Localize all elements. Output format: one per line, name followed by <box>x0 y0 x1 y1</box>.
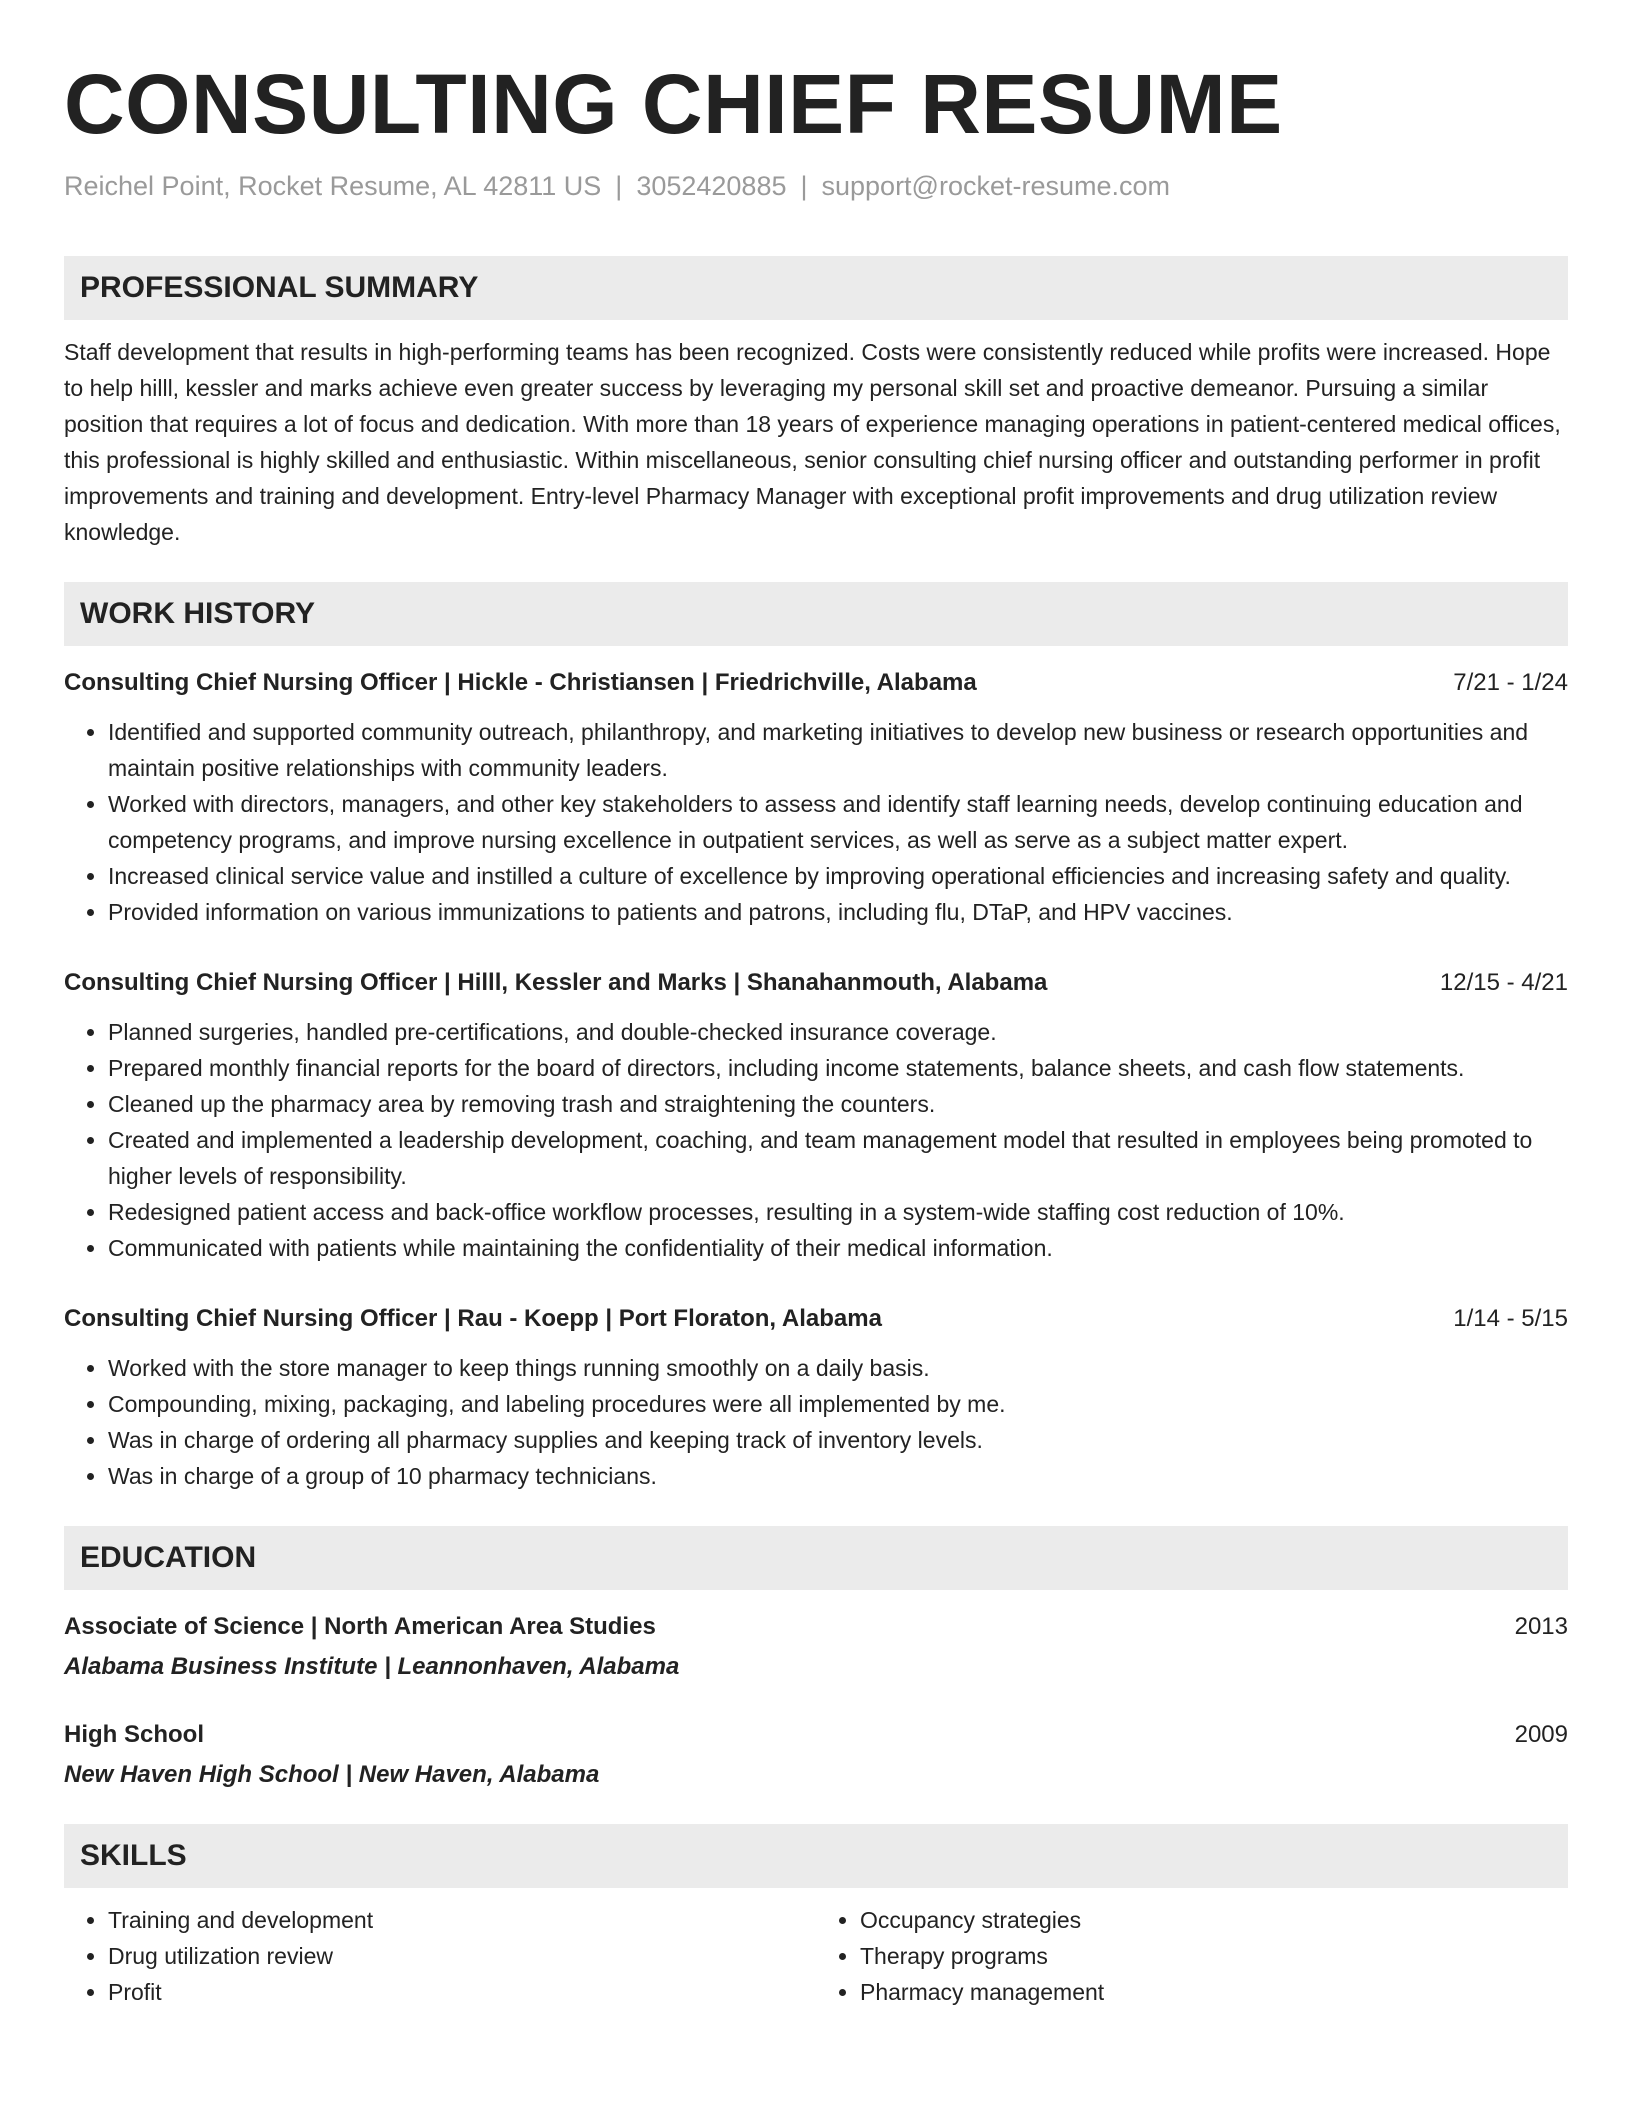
job-header <box>64 666 1568 700</box>
skills-list <box>64 1902 1568 2010</box>
education-degree: Associate of Science | North American Area Studies <box>64 1613 656 1640</box>
job-dates: 7/21 - 1/24 <box>1453 669 1568 696</box>
job-bullets <box>64 714 1568 930</box>
education-entry <box>64 1718 1568 1792</box>
job-bullet: • Redesigned patient access and back-office workflow processes, resulting in a system-wide staffing cost reduction of 10%. <box>108 1194 1568 1230</box>
contact-separator: | <box>615 171 623 201</box>
contact-line <box>64 168 1568 204</box>
contact-email: support@rocket-resume.com <box>821 171 1171 201</box>
skill-item: • Profit <box>108 1974 816 2010</box>
education-header <box>64 1718 1568 1752</box>
contact-phone: 3052420885 <box>636 171 787 201</box>
job-bullet: • Provided information on various immunizations to patients and patrons, including flu, DTaP, and HPV vaccines. <box>108 894 1568 930</box>
skills-column-right <box>816 1902 1568 2010</box>
job-bullet: • Prepared monthly financial reports for the board of directors, including income statements, balance sheets, and cash flow statements. <box>108 1050 1568 1086</box>
job-bullet: • Was in charge of a group of 10 pharmacy technicians. <box>108 1458 1568 1494</box>
job-dates: 1/14 - 5/15 <box>1453 1305 1568 1332</box>
education-school: Alabama Business Institute | Leannonhaven, Alabama <box>64 1653 680 1680</box>
job-bullet: • Cleaned up the pharmacy area by removing trash and straightening the counters. <box>108 1086 1568 1122</box>
job-dates: 12/15 - 4/21 <box>1439 969 1568 996</box>
summary-text: Staff development that results in high-performing teams has been recognized. Costs were consistently reduced while profits were increased. Hope to help hilll, kessler and marks achieve even greater success by leveraging my personal skill set and proactive demeanor. Pursuing a similar position that requires a lot of focus and dedication. With more than 18 years of experience managing operations in patient-centered medical offices, this professional is highly skilled and enthusiastic. Within miscellaneous, senior consulting chief nursing officer and outstanding performer in profit improvements and training and development. Entry-level Pharmacy Manager with exceptional profit improvements and drug utilization review knowledge. <box>64 339 1561 545</box>
skill-item: • Pharmacy management <box>860 1974 1568 2010</box>
job-bullet: • Planned surgeries, handled pre-certifications, and double-checked insurance coverage. <box>108 1014 1568 1050</box>
section-heading-work: WORK HISTORY <box>64 582 1568 646</box>
job-title: Consulting Chief Nursing Officer | Hickle - Christiansen | Friedrichville, Alabama <box>64 669 977 696</box>
skill-item: • Occupancy strategies <box>860 1902 1568 1938</box>
job-title: Consulting Chief Nursing Officer | Rau - Koepp | Port Floraton, Alabama <box>64 1305 882 1332</box>
education-entry <box>64 1610 1568 1684</box>
skills-column-left <box>64 1902 816 2010</box>
job-bullet: • Compounding, mixing, packaging, and labeling procedures were all implemented by me. <box>108 1386 1568 1422</box>
resume-name: CONSULTING CHIEF RESUME <box>64 57 1283 151</box>
job-entry <box>64 666 1568 930</box>
contact-separator: | <box>800 171 808 201</box>
education-year: 2013 <box>1514 1613 1568 1640</box>
job-bullet: • Was in charge of ordering all pharmacy supplies and keeping track of inventory levels. <box>108 1422 1568 1458</box>
job-entry <box>64 966 1568 1266</box>
job-bullet: • Worked with the store manager to keep things running smoothly on a daily basis. <box>108 1350 1568 1386</box>
education-header <box>64 1610 1568 1644</box>
section-heading-education: EDUCATION <box>64 1526 1568 1590</box>
job-bullet: • Worked with directors, managers, and other key stakeholders to assess and identify staff learning needs, develop continuing education and competency programs, and improve nursing excellence in outpatient services, as well as serve as a subject matter expert. <box>108 786 1568 858</box>
job-header <box>64 966 1568 1000</box>
job-bullets <box>64 1014 1568 1266</box>
job-header <box>64 1302 1568 1336</box>
education-degree: High School <box>64 1721 204 1748</box>
education-school: New Haven High School | New Haven, Alabama <box>64 1761 600 1788</box>
skill-item: • Therapy programs <box>860 1938 1568 1974</box>
job-bullet: • Identified and supported community outreach, philanthropy, and marketing initiatives to develop new business or research opportunities and maintain positive relationships with community leaders. <box>108 714 1568 786</box>
job-bullet: • Created and implemented a leadership development, coaching, and team management model that resulted in employees being promoted to higher levels of responsibility. <box>108 1122 1568 1194</box>
skill-item: • Training and development <box>108 1902 816 1938</box>
job-bullets <box>64 1350 1568 1494</box>
section-heading-skills: SKILLS <box>64 1824 1568 1888</box>
education-year: 2009 <box>1514 1721 1568 1748</box>
job-title: Consulting Chief Nursing Officer | Hilll, Kessler and Marks | Shanahanmouth, Alabama <box>64 969 1048 996</box>
skill-item: • Drug utilization review <box>108 1938 816 1974</box>
contact-address: Reichel Point, Rocket Resume, AL 42811 US <box>64 171 602 201</box>
job-bullet: • Increased clinical service value and instilled a culture of excellence by improving operational efficiencies and increasing safety and quality. <box>108 858 1568 894</box>
section-heading-summary: PROFESSIONAL SUMMARY <box>64 256 1568 320</box>
job-bullet: • Communicated with patients while maintaining the confidentiality of their medical information. <box>108 1230 1568 1266</box>
job-entry <box>64 1302 1568 1494</box>
